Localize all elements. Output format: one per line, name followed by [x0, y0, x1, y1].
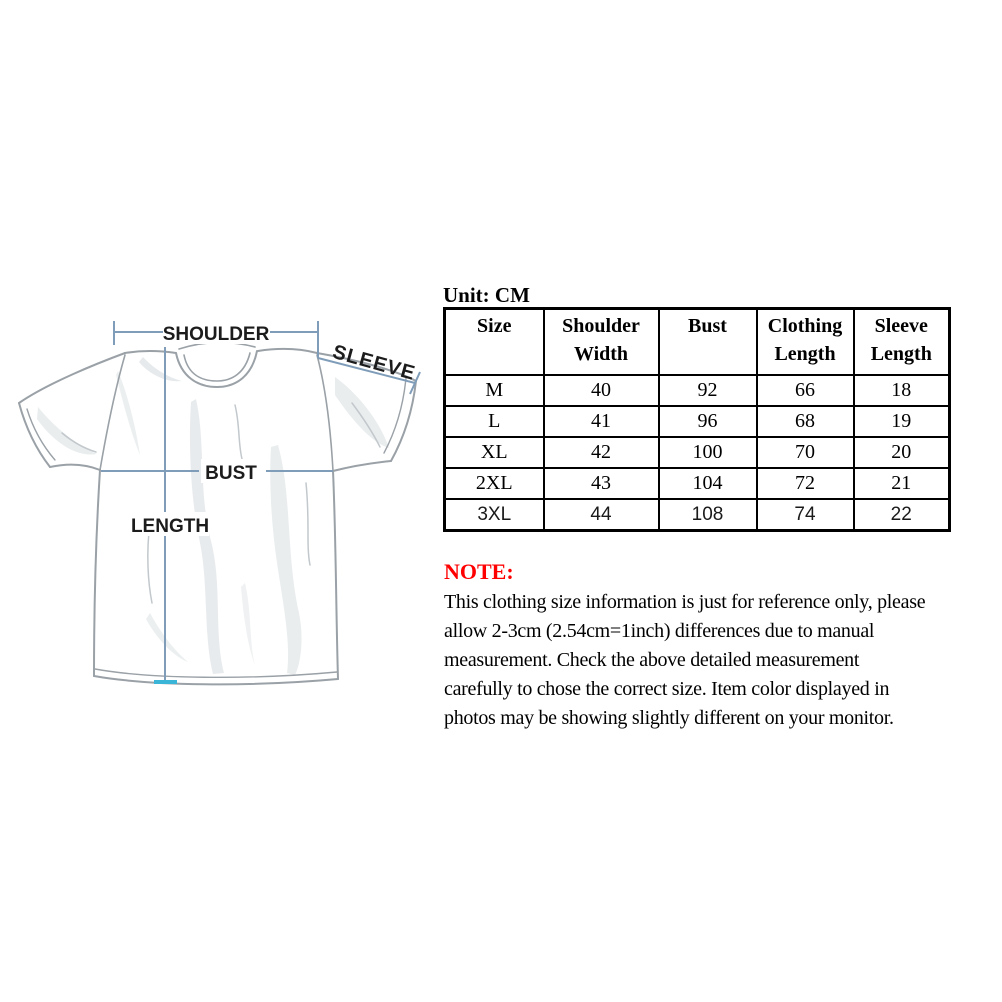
cell-bust: 96: [659, 406, 757, 437]
note-heading: NOTE:: [444, 559, 514, 584]
cell-clothing-length: 74: [757, 499, 854, 531]
measurement-lines: [101, 321, 420, 683]
cell-bust: 108: [659, 499, 757, 531]
table-row-l: [445, 406, 950, 437]
tshirt-diagram: [0, 283, 445, 708]
table-row-3xl: [445, 499, 950, 531]
table-row-xl: [445, 437, 950, 468]
cell-size: XL: [445, 437, 544, 468]
bust-label: BUST: [205, 463, 257, 484]
cell-size: L: [445, 406, 544, 437]
sleeve-label: SLEEVE: [330, 341, 418, 385]
cell-clothing-length: 72: [757, 468, 854, 499]
cell-sleeve-length: 22: [854, 499, 950, 531]
size-table-container: [443, 307, 951, 532]
cell-sleeve-length: 20: [854, 437, 950, 468]
cell-sleeve-length: 19: [854, 406, 950, 437]
shoulder-label: SHOULDER: [162, 324, 270, 345]
col-header-size: Size: [445, 309, 544, 376]
cell-bust: 100: [659, 437, 757, 468]
cell-clothing-length: 66: [757, 375, 854, 406]
cell-sleeve-length: 18: [854, 375, 950, 406]
note-line: carefully to chose the correct size. Item color displayed in: [444, 678, 890, 700]
cell-shoulder-width: 44: [544, 499, 659, 531]
table-row-m: [445, 375, 950, 406]
col-header-sleeve-length: Sleeve Length: [854, 309, 950, 376]
cell-size: 2XL: [445, 468, 544, 499]
cell-shoulder-width: 43: [544, 468, 659, 499]
note-line: measurement. Check the above detailed measurement: [444, 649, 860, 671]
size-table: [443, 307, 951, 532]
cell-bust: 92: [659, 375, 757, 406]
table-header-row: [445, 309, 950, 376]
length-label: LENGTH: [130, 516, 210, 537]
note-line: allow 2-3cm (2.54cm=1inch) differences due to manual: [444, 620, 875, 642]
cell-shoulder-width: 42: [544, 437, 659, 468]
cell-shoulder-width: 41: [544, 406, 659, 437]
tshirt-creases: [62, 403, 380, 603]
cell-size: 3XL: [445, 499, 544, 531]
cell-clothing-length: 70: [757, 437, 854, 468]
cell-bust: 104: [659, 468, 757, 499]
note-line: This clothing size information is just for reference only, please: [444, 591, 926, 613]
col-header-shoulder-width: Shoulder Width: [544, 309, 659, 376]
unit-label: Unit: CM: [443, 283, 530, 307]
cell-sleeve-length: 21: [854, 468, 950, 499]
note-body: [444, 588, 925, 733]
col-header-bust: Bust: [659, 309, 757, 376]
cell-clothing-length: 68: [757, 406, 854, 437]
cell-size: M: [445, 375, 544, 406]
table-row-2xl: [445, 468, 950, 499]
col-header-clothing-length: Clothing Length: [757, 309, 854, 376]
note-line: photos may be showing slightly different on your monitor.: [444, 707, 894, 729]
cell-shoulder-width: 40: [544, 375, 659, 406]
